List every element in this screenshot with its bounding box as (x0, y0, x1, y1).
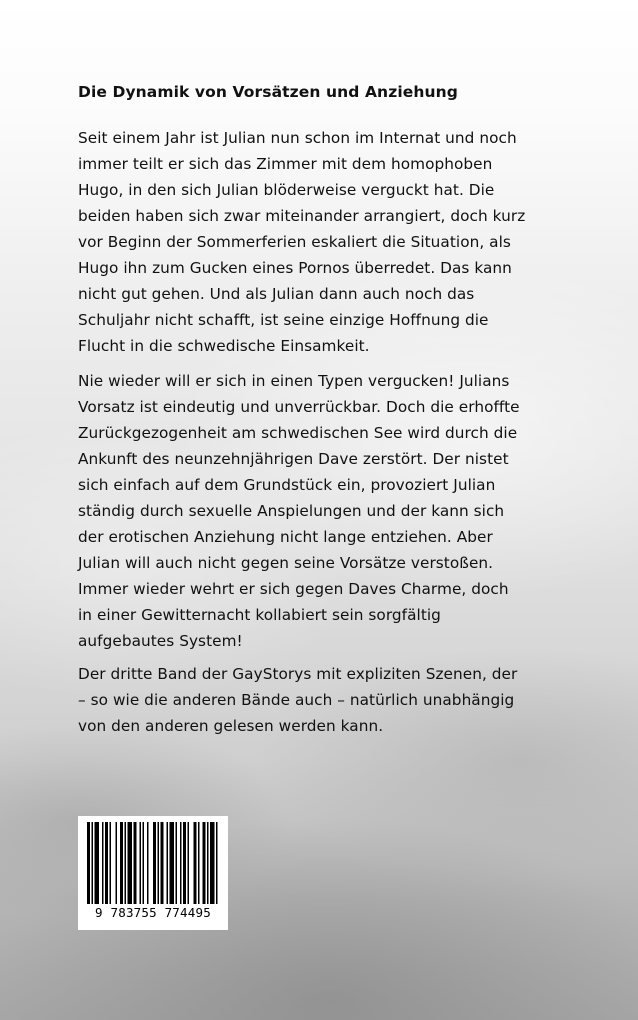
blurb-paragraph-3 (78, 661, 598, 739)
barcode-icon (86, 822, 220, 904)
text-line: Hugo, in den sich Julian blöderweise verguckt hat. Die (78, 181, 495, 199)
barcode-bar (153, 822, 156, 904)
text-line: Zurückgezogenheit am schwedischen See wird durch die (78, 424, 518, 442)
barcode-bar (210, 822, 215, 904)
text-line: immer teilt er sich das Zimmer mit dem homophoben (78, 155, 493, 173)
text-line: nicht gut gehen. Und als Julian dann auch noch das (78, 285, 475, 303)
barcode-bar (207, 822, 209, 904)
barcode-bar (216, 822, 218, 904)
barcode-bar (95, 822, 100, 904)
text-line: Schuljahr nicht schafft, ist seine einzige Hoffnung die (78, 311, 489, 329)
barcode-bar (125, 822, 127, 904)
barcode-bar (134, 822, 137, 904)
blurb-paragraph-2 (78, 368, 598, 654)
barcode-bar (140, 822, 142, 904)
isbn-barcode (78, 816, 228, 930)
barcode-bar (167, 822, 169, 904)
barcode-bar (198, 822, 200, 904)
barcode-bar (183, 822, 186, 904)
barcode-bar (105, 822, 108, 904)
barcode-bar (158, 822, 160, 904)
barcode-bar (128, 822, 133, 904)
barcode-bar (188, 822, 190, 904)
text-line: ständig durch sexuelle Anspielungen und der kann sich (78, 502, 505, 520)
barcode-bar (161, 822, 164, 904)
text-line: Julian will auch nicht gegen seine Vorsätze verstoßen. (78, 554, 494, 572)
barcode-bar (116, 822, 118, 904)
text-line: Seit einem Jahr ist Julian nun schon im Internat und noch (78, 129, 517, 147)
text-line: Flucht in die schwedische Einsamkeit. (78, 337, 370, 355)
barcode-bar (176, 822, 178, 904)
barcode-bar (147, 822, 149, 904)
text-line: beiden haben sich zwar miteinander arrangiert, doch kurz (78, 207, 526, 225)
barcode-bar (203, 822, 206, 904)
text-line: sich einfach auf dem Grundstück ein, provoziert Julian (78, 476, 496, 494)
text-line: – so wie die anderen Bände auch – natürlich unabhängig (78, 691, 515, 709)
isbn-digits: 9 783755 774495 (95, 905, 211, 920)
barcode-bar (170, 822, 175, 904)
text-line: vor Beginn der Sommerferien eskaliert die Situation, als (78, 233, 511, 251)
blurb-paragraph-1 (78, 125, 598, 359)
barcode-bar (120, 822, 123, 904)
text-line: von den anderen gelesen werden kann. (78, 717, 384, 735)
text-line: Immer wieder wehrt er sich gegen Daves Charme, doch (78, 580, 509, 598)
text-line: der erotischen Anziehung nicht lange entziehen. Aber (78, 528, 493, 546)
text-line: aufgebautes System! (78, 632, 243, 650)
text-line: Ankunft des neunzehnjährigen Dave zerstört. Der nistet (78, 450, 509, 468)
barcode-bar (102, 822, 104, 904)
text-line: Hugo ihn zum Gucken eines Pornos überredet. Das kann (78, 259, 512, 277)
barcode-bar (110, 822, 112, 904)
text-line: Der dritte Band der GayStorys mit expliziten Szenen, der (78, 665, 518, 683)
text-line: in einer Gewitternacht kollabiert sein sorgfältig (78, 606, 441, 624)
barcode-bar (180, 822, 182, 904)
barcode-bar (87, 822, 90, 904)
barcode-bar (194, 822, 197, 904)
barcode-bar (143, 822, 145, 904)
text-line: Nie wieder will er sich in einen Typen vergucken! Julians (78, 372, 510, 390)
barcode-bar (92, 822, 94, 904)
blurb-heading: Die Dynamik von Vorsätzen und Anziehung (78, 83, 458, 101)
text-line: Vorsatz ist eindeutig und unverrückbar. Doch die erhoffte (78, 398, 520, 416)
